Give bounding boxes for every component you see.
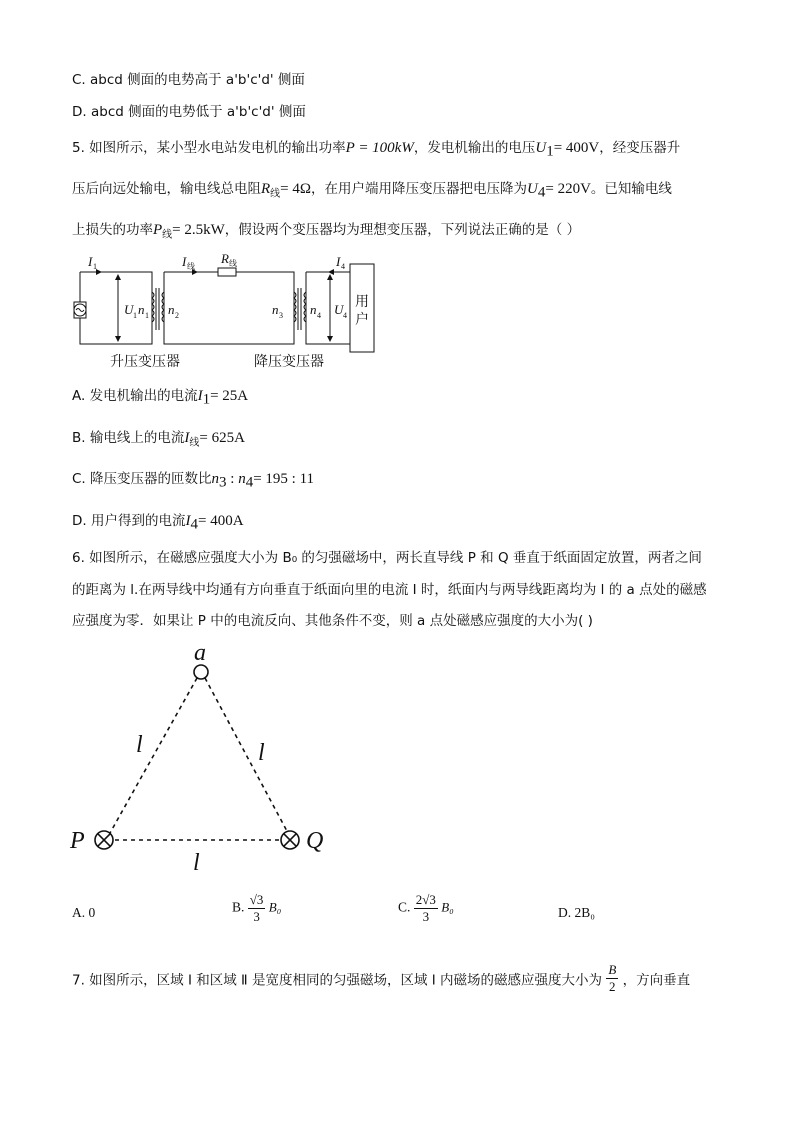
q6-option-b: B. $\frac{√3}{3}$ B₀ [232,892,282,924]
q6-stem-line2: 的距离为 l.在两导线中均通有方向垂直于纸面向里的电流 I 时，纸面内与两导线距离均为 l 的 a 点处的磁感 [72,582,707,598]
svg-text:n: n [272,302,279,317]
q6-stem-line3: 应强度为零．如果让 P 中的电流反向、其他条件不变，则 a 点处磁感应强度的大小为( ) [72,613,593,629]
svg-text:降压变压器: 降压变压器 [254,354,324,370]
q6-option-d: D. 2B₀ [558,905,595,920]
q6-triangle-diagram [60,638,350,878]
q4-option-c: C. abcd 侧面的电势高于 a'b'c'd' 侧面 [72,72,305,88]
line-resistor [218,268,236,276]
svg-text:4: 4 [343,311,347,320]
label-l-bottom: l [193,850,200,876]
q5-option-b: B. 输电线上的电流$I_线= 625A$ [72,430,245,449]
svg-text:n: n [138,302,145,317]
label-P: P [70,828,85,854]
q5-u4-value: = 220V [545,181,591,197]
svg-text:I: I [336,254,341,269]
q4-option-d: D. abcd 侧面的电势低于 a'b'c'd' 侧面 [72,104,306,120]
label-l-left: l [136,732,143,758]
svg-text:4: 4 [341,262,345,271]
q5-stem-line2: 压后向远处输电，输电线总电阻$R_线= 4\Omega$，在用户端用降压变压器把电压降为$U_4= 220V$。已知输电线 [72,181,672,201]
svg-text:U: U [124,302,134,317]
svg-text:1: 1 [133,311,137,320]
svg-text:3: 3 [279,311,283,320]
label-Q: Q [306,828,324,854]
svg-text:I: I [182,254,187,269]
svg-text:n: n [168,302,175,317]
q6-stem-line1: 6. 如图所示，在磁感应强度大小为 B₀ 的匀强磁场中，两长直导线 P 和 Q 垂直于纸面固定放置，两者之间 [72,550,702,566]
svg-text:用: 用 [355,294,369,310]
q5-loss-value: = 2.5kW [172,222,225,238]
q5-circuit-diagram [66,252,386,372]
point-a-icon [194,665,208,679]
svg-text:1: 1 [145,311,149,320]
q7-stem-line1: 7. 如图所示，区域 Ⅰ 和区域 Ⅱ 是宽度相同的匀强磁场，区域 Ⅰ 内磁场的磁感应强度大小为 $\frac{B}{2}$ ，方向垂直 [72,962,691,994]
q5-stem-line1: 5. 如图所示，某小型水电站发电机的输出功率P = 100kW，发电机输出的电压$U_1= 400V$，经变压器升 [72,140,681,160]
q6-option-c: C. $\frac{2√3}{3}$ B₀ [398,892,454,924]
q5-stem-line3: 上损失的功率$P_线= 2.5kW$，假设两个变压器均为理想变压器，下列说法正确的是（ ） [72,222,581,241]
wire-q-into-page-icon [281,831,299,849]
q5-power-value: P = 100kW [345,140,414,156]
q5-u1-value: = 400V [553,140,600,156]
label-a: a [194,640,206,666]
svg-text:4: 4 [317,311,321,320]
svg-text:户: 户 [355,312,369,328]
q5-option-a: A. 发电机输出的电流$I_1= 25A$ [72,388,249,408]
q5-option-c: C. 降压变压器的匝数比$n_3$ : $n_4= 195$ : 11 [72,471,315,491]
svg-text:I: I [88,254,93,269]
svg-text:1: 1 [93,262,97,271]
q5-resistance-value: = 4Ω [280,181,312,197]
q5-option-d: D. 用户得到的电流$I_4= 400A$ [72,513,244,533]
svg-text:升压变压器: 升压变压器 [110,354,180,370]
svg-text:U: U [334,302,344,317]
svg-text:n: n [310,302,317,317]
svg-text:2: 2 [175,311,179,320]
wire-p-into-page-icon [95,831,113,849]
label-l-right: l [258,740,265,766]
svg-text:线: 线 [229,259,237,268]
svg-text:R: R [221,252,229,266]
q6-option-a: A. 0 [72,905,96,920]
svg-text:线: 线 [187,262,195,271]
